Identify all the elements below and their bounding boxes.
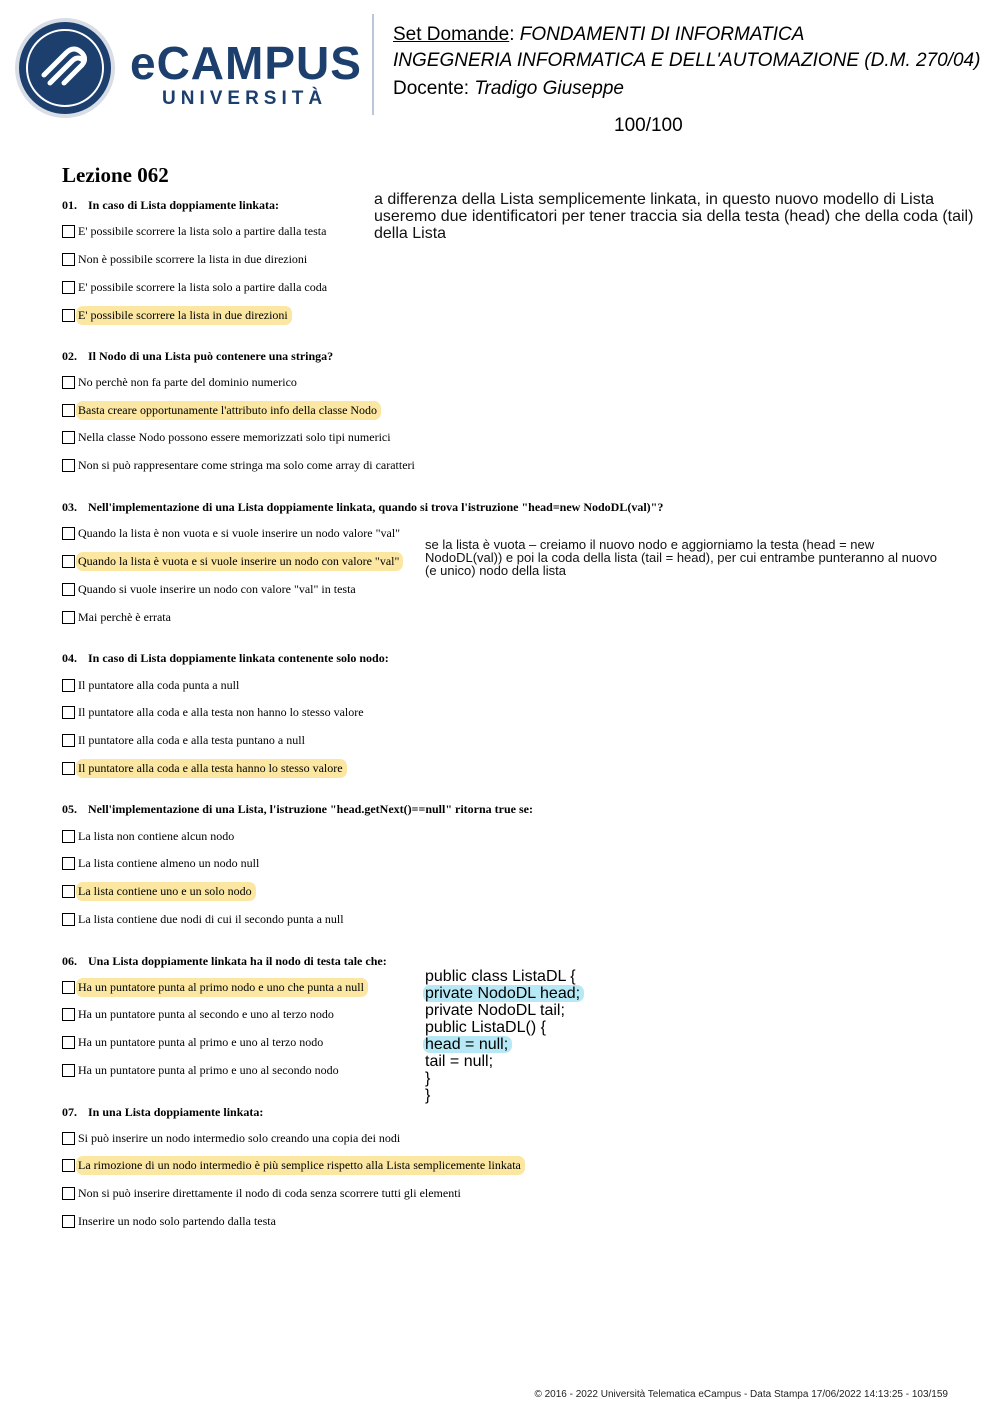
checkbox[interactable] (62, 281, 75, 294)
ecampus-seal-logo (14, 17, 116, 119)
question-number: 04. (62, 651, 77, 665)
checkbox[interactable] (62, 583, 75, 596)
question-04 (62, 651, 389, 666)
answer-text: Ha un puntatore punta al primo nodo e uno che punta a null (76, 978, 368, 997)
question-02 (62, 349, 333, 364)
answer-option[interactable] (62, 456, 415, 474)
answer-text: Quando la lista è non vuota e si vuole inserire un nodo valore "val" (78, 525, 401, 540)
answer-text: Non è possibile scorrere la lista in due direzioni (78, 251, 308, 266)
answer-text: La lista non contiene alcun nodo (78, 828, 235, 843)
checkbox[interactable] (62, 857, 75, 870)
answer-option[interactable] (62, 580, 356, 598)
checkbox[interactable] (62, 679, 75, 692)
answer-option[interactable] (62, 373, 297, 391)
answer-text: Il puntatore alla coda e alla testa non hanno lo stesso valore (78, 704, 364, 719)
checkbox[interactable] (62, 885, 75, 898)
answer-text: E' possibile scorrere la lista in due direzioni (76, 306, 292, 325)
checkbox[interactable] (62, 1036, 75, 1049)
question-text: Nell'implementazione di una Lista, l'istruzione "head.getNext()==null" ritorna true se: (88, 802, 533, 816)
checkbox[interactable] (62, 1008, 75, 1021)
checkbox[interactable] (62, 309, 75, 322)
teacher-line (393, 77, 624, 101)
answer-option-correct[interactable] (62, 978, 368, 996)
checkbox[interactable] (62, 404, 75, 417)
set-separator: : (509, 24, 520, 45)
answer-text: No perchè non fa parte del dominio numerico (78, 374, 297, 389)
answer-option[interactable] (62, 222, 326, 240)
question-text: Nell'implementazione di una Lista doppiamente linkata, quando si trova l'istruzione "head=new NodoDL(val)"? (88, 500, 664, 514)
answer-text: Mai perchè è errata (78, 609, 171, 624)
checkbox[interactable] (62, 762, 75, 775)
answer-option[interactable] (62, 703, 364, 721)
code-line: } (425, 1070, 431, 1087)
question-text: Il Nodo di una Lista può contenere una stringa? (88, 349, 334, 363)
checkbox[interactable] (62, 555, 75, 568)
code-note (425, 968, 584, 1104)
answer-text: Si può inserire un nodo intermedio solo creando una copia dei nodi (78, 1130, 401, 1145)
answer-text: E' possibile scorrere la lista solo a partire dalla testa (78, 223, 327, 238)
checkbox[interactable] (62, 1187, 75, 1200)
question-05 (62, 802, 533, 817)
answer-option[interactable] (62, 608, 171, 626)
answer-text: Non si può inserire direttamente il nodo di coda senza scorrere tutti gli elementi (78, 1185, 461, 1200)
question-01 (62, 198, 279, 213)
answer-option[interactable] (62, 827, 234, 845)
answer-option[interactable] (62, 731, 305, 749)
code-line: public ListaDL() { (425, 1019, 546, 1036)
brand-subtitle: UNIVERSITÀ (162, 88, 328, 109)
answer-text: E' possibile scorrere la lista solo a partire dalla coda (78, 279, 328, 294)
answer-option-correct[interactable] (62, 401, 381, 419)
checkbox[interactable] (62, 830, 75, 843)
question-number: 07. (62, 1105, 77, 1119)
answer-text: Quando la lista è vuota e si vuole inserire un nodo con valore "val" (76, 552, 403, 571)
score: 100/100 (614, 115, 683, 136)
question-text: Una Lista doppiamente linkata ha il nodo di testa tale che: (88, 954, 387, 968)
checkbox[interactable] (62, 611, 75, 624)
ecampus-wordmark (130, 38, 360, 114)
code-line: private NodoDL tail; (425, 1002, 565, 1019)
checkbox[interactable] (62, 253, 75, 266)
footer-copyright: © 2016 - 2022 Università Telematica eCampus - Data Stampa 17/06/2022 14:13:25 - 103/159 (534, 1389, 948, 1400)
question-text: In una Lista doppiamente linkata: (88, 1105, 264, 1119)
brand-name: eCAMPUS (130, 37, 362, 89)
checkbox[interactable] (62, 981, 75, 994)
set-title-line (393, 23, 804, 47)
answer-text: La lista contiene almeno un nodo null (78, 855, 260, 870)
answer-option[interactable] (62, 524, 400, 542)
code-line-highlighted: head = null; (423, 1036, 512, 1053)
answer-text: Il puntatore alla coda punta a null (78, 677, 240, 692)
answer-option[interactable] (62, 854, 259, 872)
answer-option[interactable] (62, 278, 327, 296)
answer-option[interactable] (62, 1033, 323, 1051)
answer-text: Non si può rappresentare come stringa ma solo come array di caratteri (78, 457, 415, 472)
note-q01: a differenza della Lista semplicemente linkata, in questo nuovo modello di Lista useremo due identificatori per tener traccia sia della testa (head) che della coda (tail) della Lista (374, 191, 974, 242)
checkbox[interactable] (62, 459, 75, 472)
answer-text: Il puntatore alla coda e alla testa puntano a null (78, 732, 305, 747)
lesson-title: Lezione 062 (62, 163, 169, 187)
answer-text: La lista contiene due nodi di cui il secondo punta a null (78, 911, 344, 926)
checkbox[interactable] (62, 734, 75, 747)
answer-text: Nella classe Nodo possono essere memorizzati solo tipi numerici (78, 429, 391, 444)
question-number: 01. (62, 198, 77, 212)
code-line: } (425, 1087, 431, 1104)
teacher-label: Docente: (393, 78, 475, 99)
header-divider (372, 14, 374, 115)
answer-text: Ha un puntatore punta al primo e uno al secondo nodo (78, 1062, 339, 1077)
checkbox[interactable] (62, 376, 75, 389)
answer-option[interactable] (62, 1184, 461, 1202)
degree-line (393, 49, 980, 73)
checkbox[interactable] (62, 527, 75, 540)
answer-option-correct[interactable] (62, 1156, 525, 1174)
checkbox[interactable] (62, 913, 75, 926)
note-q03: se la lista è vuota – creiamo il nuovo nodo e aggiorniamo la testa (head = new NodoDL(val)) e poi la coda della lista (tail = head), per cui entrambe punteranno al nuovo (e unico) nodo della lista (425, 537, 937, 578)
checkbox[interactable] (62, 1132, 75, 1145)
answer-option-correct[interactable] (62, 552, 403, 570)
question-number: 02. (62, 349, 77, 363)
answer-text: Ha un puntatore punta al secondo e uno al terzo nodo (78, 1006, 334, 1021)
answer-option[interactable] (62, 1129, 400, 1147)
code-line-highlighted: private NodoDL head; (423, 985, 584, 1002)
checkbox[interactable] (62, 225, 75, 238)
answer-text: Ha un puntatore punta al primo e uno al terzo nodo (78, 1034, 324, 1049)
question-number: 05. (62, 802, 77, 816)
question-number: 03. (62, 500, 77, 514)
question-text: In caso di Lista doppiamente linkata: (88, 198, 280, 212)
answer-option-correct[interactable] (62, 759, 347, 777)
question-text: In caso di Lista doppiamente linkata contenente solo nodo: (88, 651, 389, 665)
answer-option-correct[interactable] (62, 882, 256, 900)
set-label: Set Domande (393, 24, 510, 45)
answer-option[interactable] (62, 1212, 276, 1230)
question-03 (62, 500, 663, 515)
answer-text: La rimozione di un nodo intermedio è più semplice rispetto alla Lista semplicemente linkata (76, 1156, 525, 1175)
question-07 (62, 1105, 263, 1120)
degree-name: INGEGNERIA INFORMATICA E DELL'AUTOMAZIONE (D.M. 270/04) (393, 50, 981, 71)
code-line: tail = null; (425, 1053, 494, 1070)
teacher-name: Tradigo Giuseppe (474, 78, 624, 99)
answer-text: La lista contiene uno e un solo nodo (76, 882, 256, 901)
answer-option[interactable] (62, 1005, 334, 1023)
answer-option[interactable] (62, 1061, 339, 1079)
answer-text: Il puntatore alla coda e alla testa hanno lo stesso valore (76, 759, 347, 778)
answer-option[interactable] (62, 910, 344, 928)
answer-option[interactable] (62, 250, 307, 268)
code-line: public class ListaDL { (425, 968, 576, 985)
answer-text: Quando si vuole inserire un nodo con valore "val" in testa (78, 581, 356, 596)
course-name: FONDAMENTI DI INFORMATICA (519, 24, 805, 45)
checkbox[interactable] (62, 706, 75, 719)
question-06 (62, 954, 387, 969)
answer-text: Inserire un nodo solo partendo dalla testa (78, 1213, 276, 1228)
checkbox[interactable] (62, 431, 75, 444)
answer-option[interactable] (62, 428, 391, 446)
answer-text: Basta creare opportunamente l'attributo info della classe Nodo (76, 401, 381, 420)
checkbox[interactable] (62, 1215, 75, 1228)
question-number: 06. (62, 954, 77, 968)
answer-option-correct[interactable] (62, 306, 292, 324)
answer-option[interactable] (62, 676, 239, 694)
checkbox[interactable] (62, 1064, 75, 1077)
checkbox[interactable] (62, 1159, 75, 1172)
